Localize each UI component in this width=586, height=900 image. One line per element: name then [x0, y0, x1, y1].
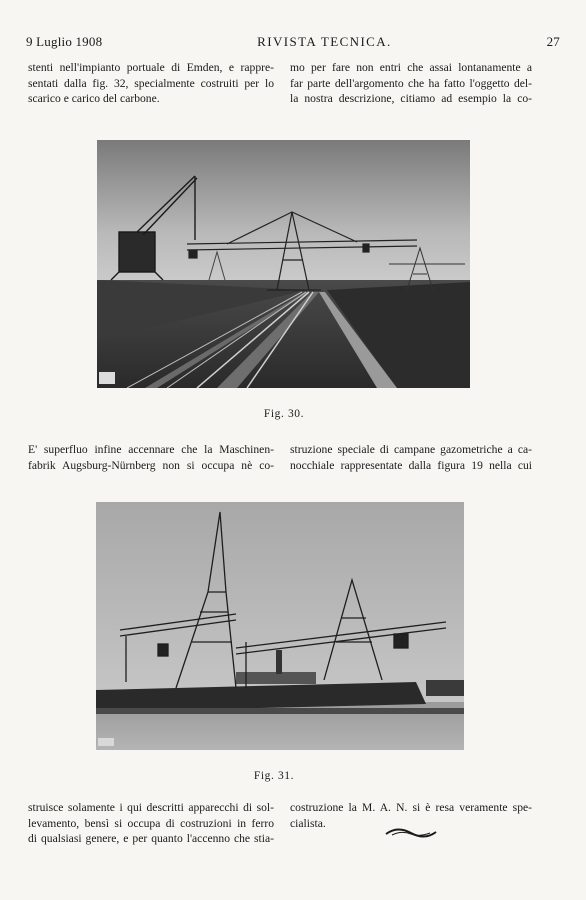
photo-illustration [96, 502, 464, 750]
running-head [26, 34, 560, 50]
text-line: costruzione la M. A. N. si è resa veramente spe- [290, 801, 532, 814]
issue-date: 9 Luglio 1908 [26, 34, 103, 49]
text-line: E' superfluo infine accennare che la Maschinen- [28, 443, 274, 456]
text-line: stenti nell'impianto portuale di Emden, e rappre- [28, 61, 274, 74]
text-line: cialista. [290, 816, 326, 830]
text-column-middle-left [28, 442, 274, 473]
photo-harbour-cranes-railway [97, 140, 470, 388]
text-line: far parte dell'argomento che ha fatto l'oggetto del- [290, 76, 532, 90]
text-line: struzione speciale di campane gazometriche a ca- [290, 443, 532, 456]
photo-illustration [97, 140, 470, 388]
text-line: nocchiale rappresentate dalla figura 19 nella cui [290, 458, 532, 472]
text-line: di qualsiasi genere, e per quanto l'accenno che stia- [28, 832, 274, 846]
end-ornament-icon [384, 826, 438, 840]
text-line: scarico e carico del carbone. [28, 92, 160, 106]
text-line: sentati dalla fig. 32, specialmente costruiti per lo [28, 76, 274, 90]
page-number: 27 [546, 34, 560, 49]
text-column-top-left [28, 60, 274, 107]
figure-caption: Fig. 31. [253, 770, 295, 782]
text-column-top-right [290, 60, 532, 107]
text-line: mo per fare non entri che assai lontanamente a [290, 61, 532, 74]
text-line: la nostra descrizione, citiamo ad esempio la co- [290, 92, 532, 106]
photo-cranes-ship-dock [96, 502, 464, 750]
text-line: struisce solamente i qui descritti apparecchi di sol- [28, 801, 274, 814]
text-column-middle-right [290, 442, 532, 473]
text-column-bottom-left [28, 800, 274, 847]
text-line: levamento, bensì si occupa di costruzioni in ferro [28, 816, 274, 830]
text-line: fabrik Augsburg-Nürnberg non si occupa nè co- [28, 458, 274, 472]
figure-caption: Fig. 30. [263, 408, 305, 420]
journal-title: RIVISTA TECNICA. [257, 34, 392, 49]
